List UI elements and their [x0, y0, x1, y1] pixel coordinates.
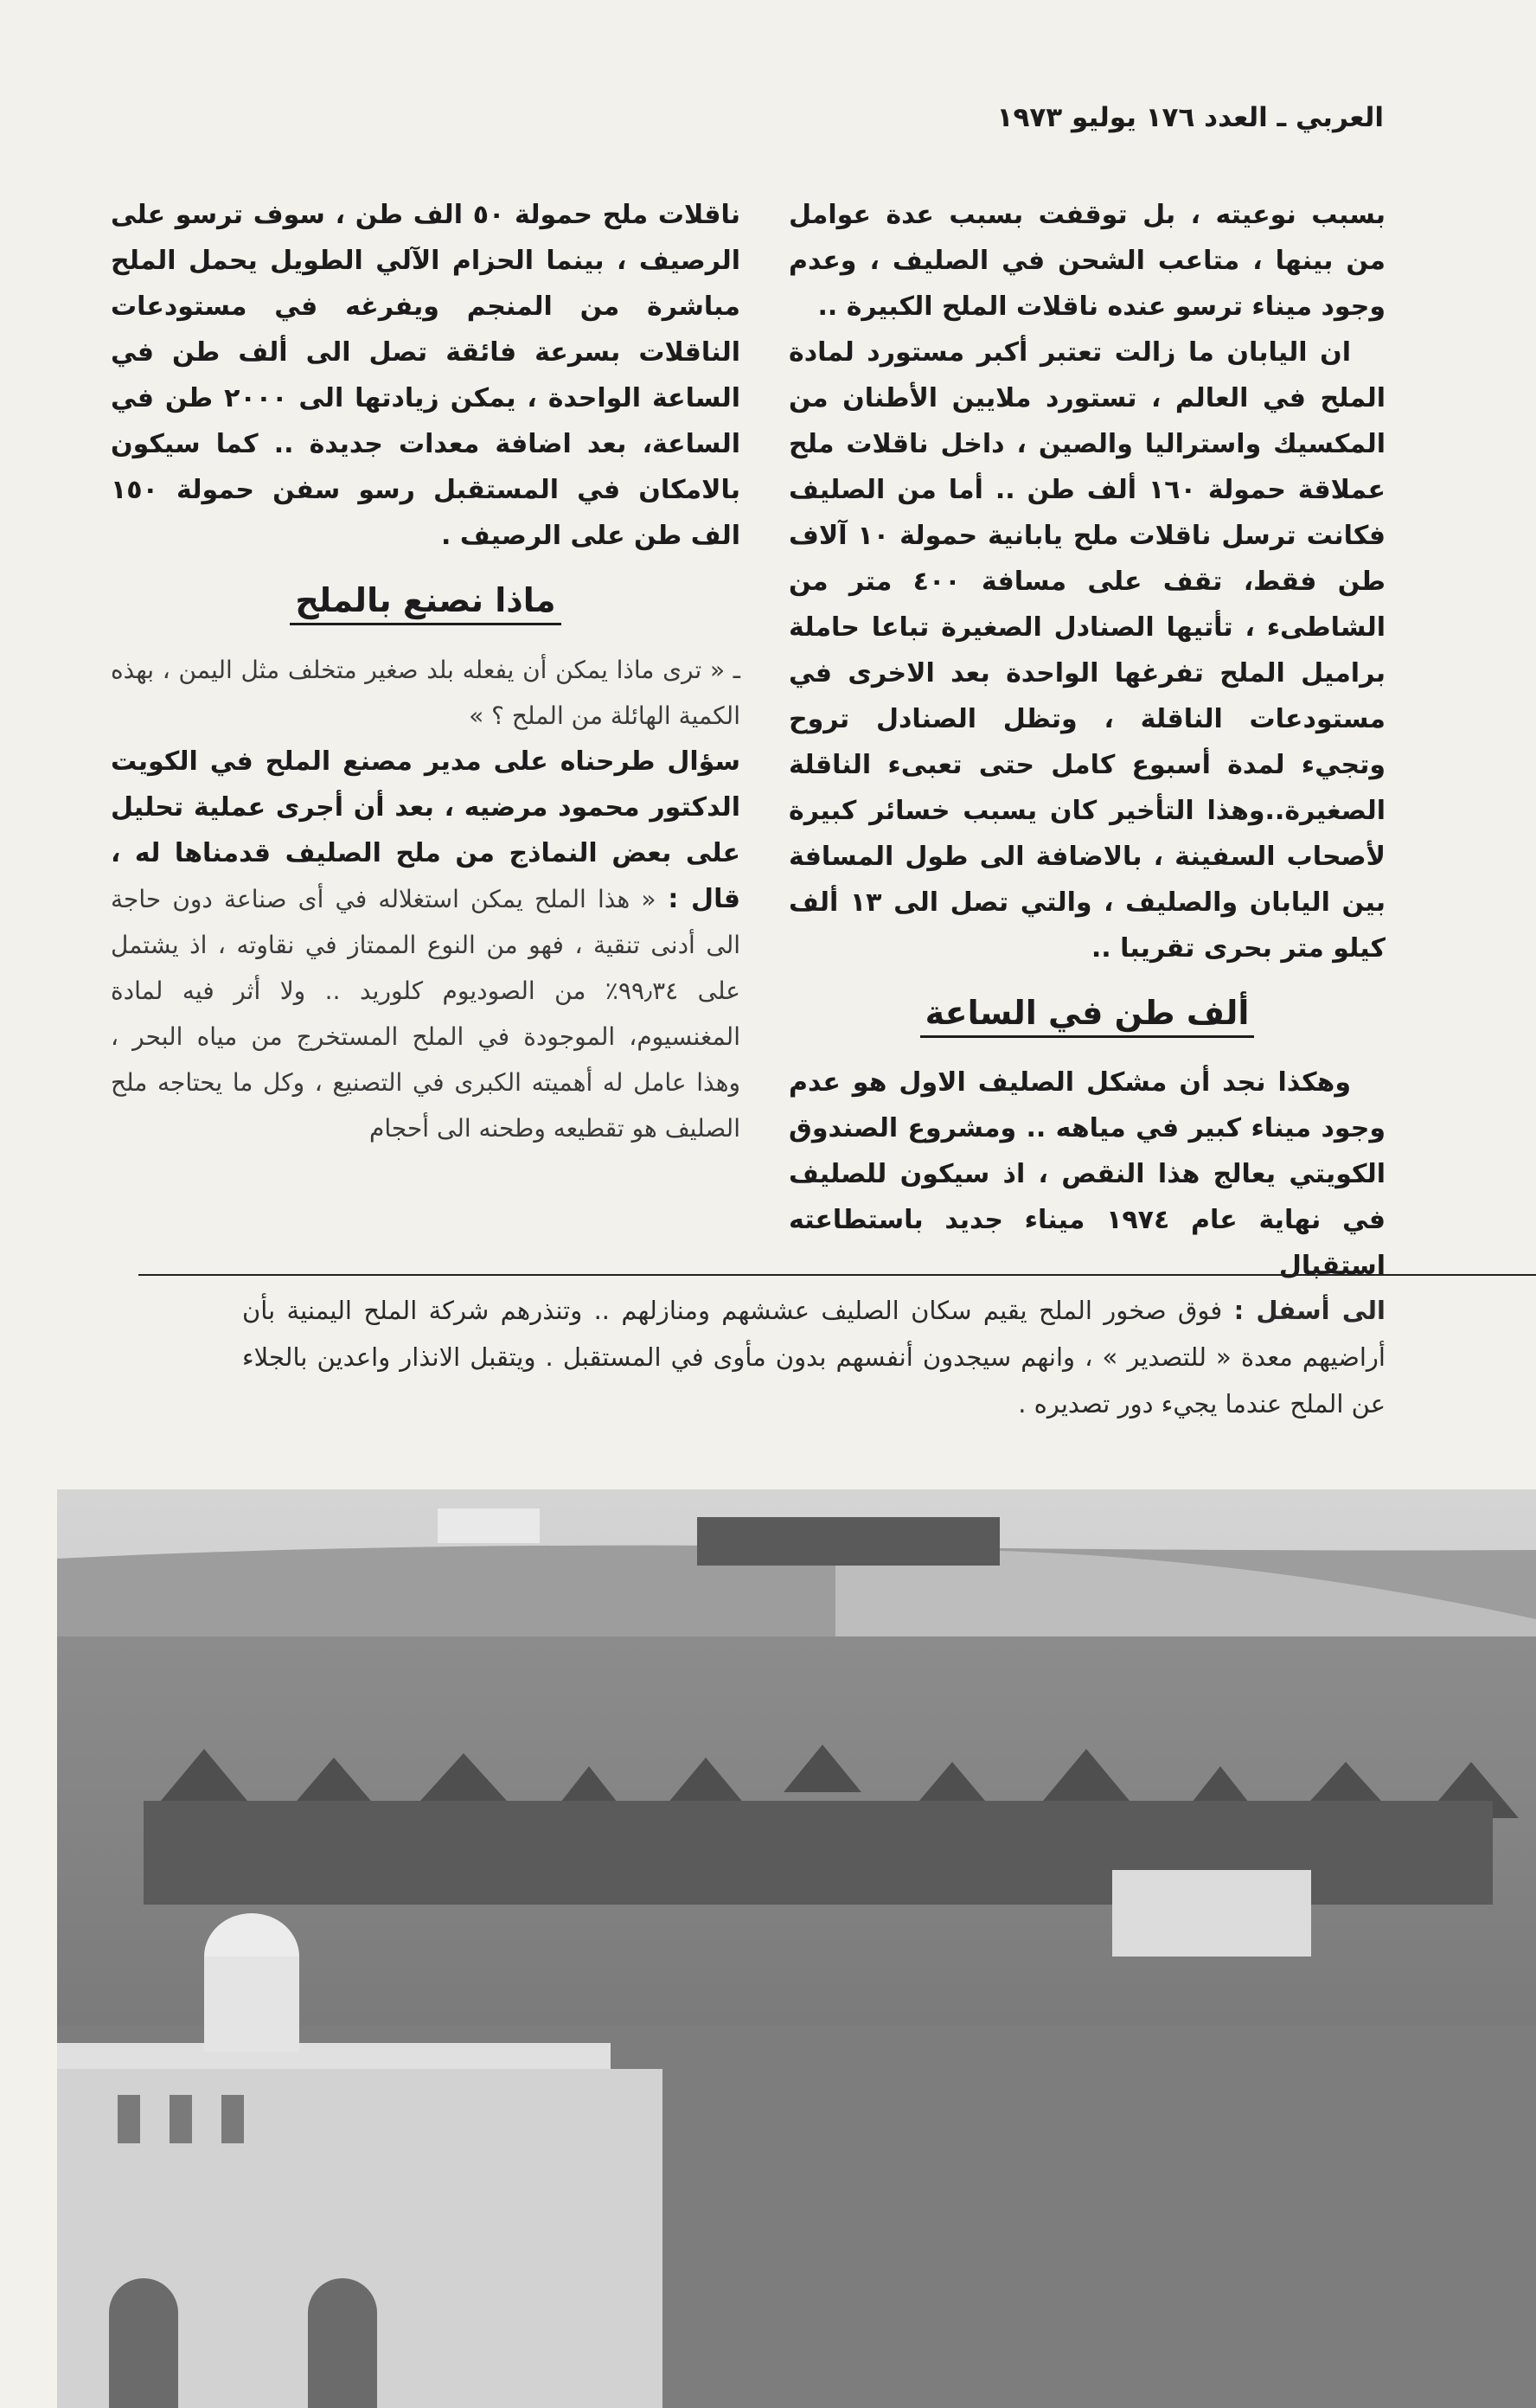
door-2: [308, 2278, 377, 2408]
subheading-thousand-tons: [789, 989, 1386, 1037]
photo-caption: [242, 1287, 1386, 1427]
door-1: [109, 2278, 178, 2408]
wall-vent-1: [118, 2095, 140, 2143]
right-paragraph-2: ان اليابان ما زالت تعتبر أكبر مستورد لمادة الملح في العالم ، تستورد ملايين الأطنان من المكسيك واستراليا والصين ، داخل ناقلات ملح عملاقة حمولة ١٦٠ ألف طن .. أما من الصليف فكانت ترسل ناقلات ملح يابانية حمولة ١٠ آلاف طن فقط، تقف على مسافة ٤٠٠ متر من الشاطىء ، تأتيها الصنادل الصغيرة تباعا حاملة براميل الملح تفرغها الواحدة بعد الاخرى في مستودعات الناقلة ، وتظل الصنادل تروح وتجيء لمدة أسبوع كامل حتى تعبىء الناقلة الصغيرة..وهذا التأخير كان يسبب خسائر كبيرة لأصحاب السفينة ، بالاضافة الى طول المسافة بين اليابان والصليف ، والتي تصل الى ١٣ ألف كيلو متر بحرى تقريبا ..: [789, 337, 1386, 964]
left-question: سؤال طرحناه على مدير مصنع الملح في الكويت الدكتور محمود مرضيه ، بعد أن أجرى عملية تحليل على بعض النماذج من ملح الصليف قدمناها له ، قال :: [111, 746, 740, 914]
left-answer: « هذا الملح يمكن استغلاله في أى صناعة دون حاجة الى أدنى تنقية ، فهو من النوع الممتاز في نقاوته ، اذ يشتمل على ٩٩٫٣٤٪ من الصوديوم كلوريد .. ولا أثر فيه لمادة المغنسيوم، الموجودة في الملح المستخرج من مياه البحر ، وهذا عامل له أهميته الكبرى في التصنيع ، وكل ما يحتاجه ملح الصليف هو تقطيعه وطحنه الى أحجام: [111, 885, 740, 1143]
subheading-thousand-tons-text: ألف طن في الساعة: [920, 994, 1255, 1038]
photo-illustration: [57, 1489, 1536, 2408]
dome-tower: [204, 1956, 299, 2052]
wall-vent-3: [221, 2095, 244, 2143]
article-column-right: [789, 192, 1386, 1289]
distant-warehouse: [697, 1517, 1000, 1566]
caption-text: فوق صخور الملح يقيم سكان الصليف عششهم ومنازلهم .. وتنذرهم شركة الملح اليمنية بأن أراضيهم معدة « للتصدير » ، وانهم سيجدون أنفسهم بدون مأوى في المستقبل . ويتقبل الانذار واعدين بالجلاء عن الملح عندما يجيء دور تصديره .: [242, 1296, 1386, 1419]
wall-vent-2: [170, 2095, 192, 2143]
distant-white-building: [438, 1508, 540, 1543]
left-quote: ـ « ترى ماذا يمكن أن يفعله بلد صغير متخلف مثل اليمن ، بهذه الكمية الهائلة من الملح ؟ »: [111, 656, 740, 730]
caption-lead: الى أسفل :: [1233, 1296, 1386, 1325]
article-column-left: [111, 192, 740, 1151]
right-paragraph-3: وهكذا نجد أن مشكل الصليف الاول هو عدم وجود ميناء كبير في مياهه .. ومشروع الصندوق الكويتي يعالج هذا النقص ، اذ سيكون للصليف في نهاية عام ١٩٧٤ ميناء جديد باستطاعته استقبال: [789, 1067, 1386, 1281]
subheading-what-to-do-with-salt: [111, 576, 740, 624]
salif-village-photo: [57, 1489, 1536, 2408]
subheading-what-to-do-with-salt-text: ماذا نصنع بالملح: [290, 581, 560, 625]
rooftop-terrace: [57, 2043, 611, 2069]
right-paragraph-1: بسبب نوعيته ، بل توقفت بسبب عدة عوامل من بينها ، متاعب الشحن في الصليف ، وعدم وجود ميناء ترسو عنده ناقلات الملح الكبيرة ..: [789, 200, 1386, 322]
caption-divider: [138, 1274, 1536, 1276]
left-question-answer: [111, 739, 740, 1151]
white-house: [1112, 1870, 1311, 1956]
left-paragraph-1: ناقلات ملح حمولة ٥٠ الف طن ، سوف ترسو على الرصيف ، بينما الحزام الآلي الطويل يحمل الملح مباشرة من المنجم ويفرغه في مستودعات الناقلات بسرعة فائقة تصل الى ألف طن في الساعة الواحدة ، يمكن زيادتها الى ٢٠٠٠ طن في الساعة، بعد اضافة معدات جديدة .. كما سيكون بالامكان في المستقبل رسو سفن حمولة ١٥٠ الف طن على الرصيف .: [111, 200, 741, 551]
page-header: العربي ـ العدد ١٧٦ يوليو ١٩٧٣: [996, 102, 1384, 133]
